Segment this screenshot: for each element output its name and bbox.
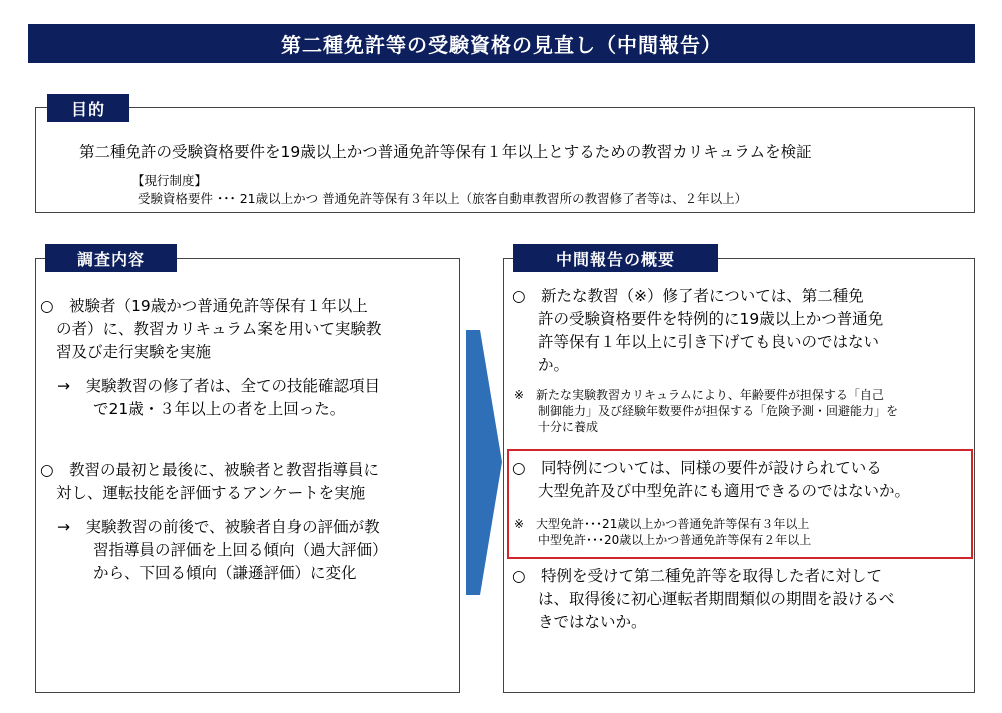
purpose-main-text: 第二種免許の受験資格要件を19歳以上かつ普通免許等保有１年以上とするための教習カリキュラムを検証 (79, 143, 812, 161)
survey-result-1 (57, 375, 380, 421)
survey-item-1-line: ○ 被験者（19歳かつ普通免許等保有１年以上 (40, 297, 368, 315)
summary-point-1-line: ○ 新たな教習（※）修了者については、第二種免 (512, 287, 864, 305)
survey-result-1-line: で21歳・３年以上の者を上回った。 (93, 400, 346, 418)
survey-item-2 (40, 459, 379, 505)
survey-result-2-line: → 実験教習の前後で、被験者自身の評価が教 (57, 518, 380, 536)
summary-point-3-line: ○ 特例を受けて第二種免許等を取得した者に対して (512, 567, 883, 585)
summary-point-3-line: きではないか。 (538, 613, 647, 631)
survey-item-2-line: 対し、運転技能を評価するアンケートを実施 (56, 484, 366, 502)
summary-note-1-line: 制御能力」及び経験年数要件が担保する「危険予測・回避能力」を (538, 404, 899, 418)
survey-result-2 (57, 516, 388, 585)
survey-tag-label: 調査内容 (76, 249, 145, 269)
summary-point-2-line: ○ 同特例については、同様の要件が設けられている (512, 459, 882, 477)
survey-section (35, 258, 460, 693)
summary-tag-label: 中間報告の概要 (555, 249, 675, 269)
current-system-label: 【現行制度】 (132, 173, 208, 188)
current-system-text: 受験資格要件 ･･･ 21歳以上かつ 普通免許等保有３年以上（旅客自動車教習所の教習修了者等は、２年以上） (138, 191, 748, 206)
page-title: 第二種免許等の受験資格の見直し（中間報告） (28, 24, 975, 63)
summary-note-1 (514, 387, 898, 435)
survey-result-1-line: → 実験教習の修了者は、全ての技能確認項目 (57, 377, 380, 395)
highlight-frame (507, 449, 973, 559)
summary-point-3-line: は、取得後に初心運転者期間類似の期間を設けるべ (538, 590, 895, 608)
survey-tag (45, 244, 177, 272)
summary-note-1-line: ※ 新たな実験教習カリキュラムにより、年齢要件が担保する「自己 (514, 388, 884, 402)
summary-point-2-line: 大型免許及び中型免許にも適用できるのではないか。 (538, 482, 911, 500)
summary-note-2-line: ※ 大型免許･･･21歳以上かつ普通免許等保有３年以上 (514, 517, 810, 531)
survey-item-1 (40, 295, 381, 364)
summary-tag (513, 244, 718, 272)
purpose-section (35, 107, 975, 213)
survey-result-2-line: 習指導員の評価を上回る傾向（過大評価） (93, 541, 388, 559)
survey-item-2-line: ○ 教習の最初と最後に、被験者と教習指導員に (40, 461, 380, 479)
summary-point-1-line: 許の受験資格要件を特例的に19歳以上かつ普通免 (538, 310, 884, 328)
summary-point-3 (512, 565, 895, 634)
purpose-tag-label: 目的 (70, 99, 105, 119)
survey-item-1-line: 習及び走行実験を実施 (56, 343, 212, 361)
survey-result-2-line: から、下回る傾向（謙遜評価）に変化 (93, 564, 357, 582)
summary-note-1-line: 十分に養成 (538, 420, 599, 434)
summary-note-2-line: 中型免許･･･20歳以上かつ普通免許等保有２年以上 (538, 533, 812, 547)
purpose-tag (47, 94, 129, 122)
summary-point-1-line: か。 (538, 356, 570, 374)
summary-point-1 (512, 285, 883, 377)
flow-arrow-icon (464, 330, 504, 595)
summary-point-1-line: 許等保有１年以上に引き下げても良いのではない (538, 333, 880, 351)
survey-item-1-line: の者）に、教習カリキュラム案を用いて実験教 (56, 320, 382, 338)
